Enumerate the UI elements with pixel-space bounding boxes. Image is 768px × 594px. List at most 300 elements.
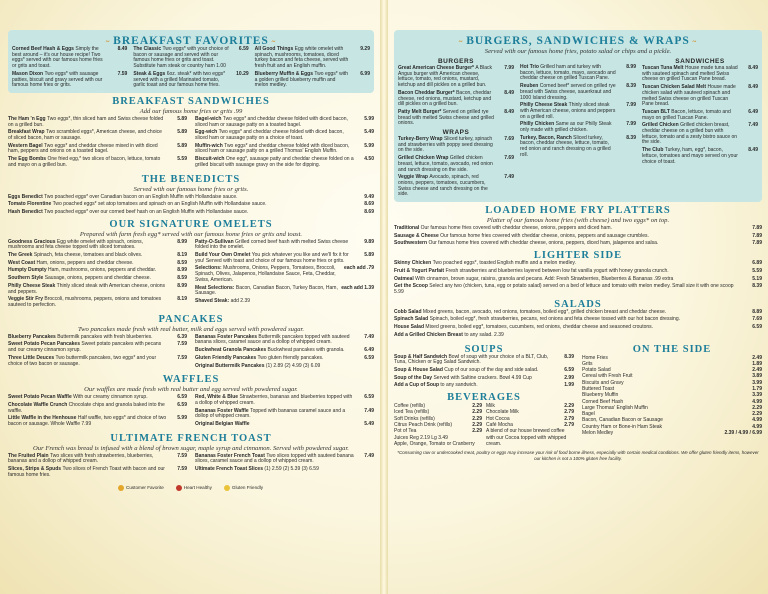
menu-item-price: each add 1.39 [341,284,374,291]
menu-item-price: 8.69 [364,208,374,215]
menu-item [8,144,187,155]
menu-item-price: 7.69 [504,136,514,143]
menu-item-desc: Turkey, ham, egg*, bacon, lettuce, tomatoes and mayo served on your choice of toast. [642,147,738,165]
menu-item [195,356,374,362]
menu-item-name: Original Belgian Waffle [195,421,250,428]
menu-item [8,130,187,141]
menu-item-price: 5.59 [177,156,187,163]
menu-item-desc: Grilled chicken breast, lettuce, tomato, avocado, red onion and ranch dressing on the side. [398,155,493,173]
menu-item-price: 8.59 [177,275,187,282]
section-title: ~ BURGERS, SANDWICHES & WRAPS ~ [458,35,698,47]
menu-item [398,137,514,154]
menu-item-name: The Fruited Plain [8,452,50,459]
menu-item-desc: Half waffle, two eggs* and choice of two bacon or sausage. Whole Waffle 7.99 [8,415,167,428]
menu-item-name: Patty Melt Burger* [398,108,443,115]
menu-item-desc: Ham, onions, peppers and cheddar cheese. [36,259,134,266]
menu-item-name: Buckwheat Granola Pancakes [195,347,268,354]
menu-item-name: Veggie Stir Fry [8,296,45,303]
menu-item-name: Reuben [520,83,540,90]
menu-item-desc: A Black Angus burger with American cheese, lettuce, tomato, red onions, mustard, ketchup and dill pickles on a grilled bun. [398,65,493,89]
menu-item-price: 6.39 [177,333,187,340]
menu-item [8,276,187,282]
menu-item [8,297,187,308]
menu-item-name: Add a Grilled Chicken Breast [394,331,465,338]
star-icon [118,485,124,491]
menu-item-desc: Two eggs* and cheddar cheese folded with diced bacon, sliced ham or sausage patty on a choice of toast. [195,129,344,142]
menu-item-name: Three Little Deuces [8,354,56,361]
section-tagline: Prepared with farm fresh egg* served with our famous home fries or grits and toast. [79,230,303,238]
section-title: SALADS [554,298,602,310]
menu-item [520,84,636,101]
menu-item-desc: Avocado, spinach, red onions, peppers, tomatoes, cucumbers, Swiss cheese and ranch dressing on the side. [398,174,488,198]
price-row: Country Ham or Bone-in Ham Steak 4.99 [582,423,762,430]
menu-item-name: The Club [642,147,665,154]
price-row: Coffee (refills) 2.29 [394,403,482,410]
menu-item-desc: Two buttermilk pancakes, two eggs* and your choice of two bacon or sausage. [8,354,157,367]
menu-item-name: Bananas Foster Pancakes [195,333,259,340]
menu-item-desc: Thinly sliced steak with American cheese, onions and peppers on a grilled roll. [520,102,616,120]
menu-item [195,422,374,428]
menu-item-price: 8.39 [626,83,636,90]
menu-item-price: 7.49 [364,333,374,340]
menu-item-name: Soup & House Salad [394,366,445,373]
menu-item [394,269,762,275]
menu-item-name: Southwestern [394,240,429,247]
menu-item-desc: Strawberries, bananas and blueberries topped with a dollop of whipped cream. [195,394,353,406]
menu-item-price: 7.59 [177,341,187,348]
menu-item-desc: Sliced turkey, bacon, cheddar cheese, lettuce, tomato, red onion and ranch dressing on a grilled roll. [520,134,611,158]
menu-item-name: Ultimate French Toast Slices [195,466,265,473]
menu-item-desc: Two gluten friendly pancakes. [257,354,324,361]
heart-icon [176,485,182,491]
menu-item [195,395,374,406]
menu-item-price: 5.89 [177,129,187,136]
menu-item-price [354,364,374,370]
legend-heart: Heart Healthy [176,485,212,491]
menu-item-price: 8.49 [504,108,514,115]
menu-item [8,416,187,427]
menu-item-name: Bagel-wich [195,115,223,122]
home-fry-list [394,226,762,247]
menu-item-desc: Two poached eggs*, toasted English muffin and a melon medley. [432,260,576,267]
menu-item-desc: Bacon, lettuce, tomato and mayo on grilled Tuscan Pane. [642,108,731,121]
menu-item [8,261,187,267]
burgers-grid [398,57,758,200]
wraps-subtitle: WRAPS [442,129,470,137]
menu-fold [380,0,388,594]
menu-item-price: 5.89 [177,115,187,122]
menu-item-desc: House made tuna salad with sauteed spinach and melted Swiss cheese on grilled Tuscan Pane bread. [642,65,738,83]
menu-item [394,325,762,331]
waffles-list [8,395,374,430]
menu-item [195,144,374,155]
menu-item-desc: You pick whatever you like and we'll fix it for you! Served with toast and choice of our famous home fries or grits. [195,252,349,264]
menu-item [394,310,762,316]
menu-item-name: The Classic [133,46,163,52]
price-row: Cereal with Fresh Fruit 3.89 [582,373,762,380]
menu-item [398,156,514,173]
price-row: Milk 2.29 [486,403,574,410]
menu-item-name: Tomato Florentine [8,201,53,208]
menu-item-price: 8.19 [177,296,187,303]
wheat-icon [224,485,230,491]
menu-item-desc: Spinach, feta cheese, tomatoes and black olives. [33,252,143,259]
menu-item-price: 7.99 [504,65,514,71]
menu-item-name: Tuscan BLT [642,108,672,115]
menu-item-name: Chocolate Waffle Crunch [8,401,69,408]
menu-item-price: 5.49 [364,129,374,136]
menu-item-desc: Buckwheat pancakes with granola. [267,347,345,354]
menu-item-name: Corned Beef Hash & Eggs [12,46,76,52]
menu-item [195,454,374,465]
menu-item-desc: Sausage, onions, peppers and cheddar cheese. [44,275,151,282]
price-row: A blend of our house brewed coffee with our Cocoa topped with whipped cream. [486,428,567,447]
menu-item-price: 8.39 [626,134,636,141]
salads-list [394,310,762,339]
menu-item [255,47,370,70]
price-row: Café Mocha 2.79 [486,421,574,428]
menu-item-name: Turkey, Bacon, Ranch [520,134,574,141]
price-row: Citrus Peach Drink (refills) 2.29 [394,421,482,428]
price-row: Grits 1.89 [582,360,762,367]
menu-item-name: Oatmeal [394,275,416,282]
menu-item-price: 6.59 [364,354,374,361]
menu-item [394,333,762,339]
section-tagline: Served with our famous home fries or grits. [133,185,249,193]
menu-item [8,210,374,216]
price-row: Pot of Tea 2.29 [394,428,482,435]
menu-item-price: each add .79 [343,265,374,272]
menu-item-price: 5.19 [752,275,762,282]
menu-item [195,286,374,297]
menu-item [398,91,514,108]
menu-item [195,240,374,251]
price-row: Soft Drinks (refills) 2.29 [394,415,482,422]
menu-item-price: 6.89 [752,260,762,267]
menu-item-name: Hash Benedict [8,208,45,215]
menu-item-desc: With cinnamon, brown sugar, raisins, granola and pecans. Add: Fresh Strawberries, Blueberries & Bananas .99 extra [415,275,674,282]
menu-item-name: Original Buttermilk Pancakes [195,362,266,369]
section-title: THE BENEDICTS [141,173,241,185]
menu-item-name: West Coast [8,259,37,266]
right-column [394,30,762,461]
menu-item-desc: add 2.39 [230,297,251,304]
menu-item-name: Turkey-Berry Wrap [398,136,444,143]
menu-item-name: Philly Cheese Steak [520,102,569,109]
menu-item-desc: Mixed greens, boiled egg*, tomatoes, cucumbers, red onions, cheddar cheese and seasoned croutons. [425,324,654,331]
menu-item-name: Breakfast Wrap [8,129,46,136]
menu-item-desc: Chocolate chips and granola baked into the waffle. [8,401,165,414]
menu-item [642,123,758,146]
menu-item-name: Traditional [394,225,421,232]
menu-item-desc: House made chicken salad with sauteed spinach and melted Swiss cheese on grilled Tuscan Pane bread. [642,84,736,108]
menu-item-price: 7.69 [504,155,514,162]
menu-item-name: Philly Chicken [520,121,556,128]
menu-item [8,202,374,208]
menu-item-price: 6.59 [752,324,762,331]
section-tagline: Our waffles are made fresh with real butter and egg served with powdered sugar. [84,386,298,394]
menu-item-price: 7.59 [177,466,187,473]
section-tagline: Platter of our famous home fries (with cheese) and two eggs* on top. [486,217,670,225]
menu-item-name: Blueberry Muffin & Eggs [254,70,315,77]
burgers-subtitle: BURGERS [437,58,474,65]
menu-item-desc: Thinly sliced steak with American cheese, onions and peppers. [8,282,166,295]
price-row: Hot Cocoa 2.79 [486,415,574,422]
price-row: Blueberry Muffin 3.39 [582,392,762,399]
menu-item-name: Selections: [195,265,224,272]
footnote: *Consuming raw or undercooked meat, poultry or eggs may increase your risk of food borne illness, especially with certain medical conditions. We offer gluten friendly items, however our kitchen is not a 100% gluten free facility. [397,450,759,461]
menu-item-desc: One egg*, sausage patty and cheddar cheese folded on a grilled biscuit with sausage gravy on the side for dipping. [195,156,354,168]
menu-item-price: 8.39 [752,283,762,290]
menu-item [8,240,187,251]
menu-item-price: 7.59 [177,354,187,361]
menu-item-name: Great American Cheese Burger* [398,65,476,71]
pancakes-list [8,335,374,372]
menu-item [394,226,762,232]
breakfast-favorites-panel [8,30,374,93]
section-tagline: Two pancakes made fresh with real butter, milk and eggs served with powdered sugar. [77,325,305,333]
price-row: Bagel 2.29 [582,411,762,418]
menu-item-price: 7.59 [177,452,187,459]
menu-item-desc: Corned beef* served on grilled rye bread with Swiss cheese, sauerkraut and 1000 Island dressing. [520,83,616,101]
menu-item-price: 6.59 [238,46,249,52]
menu-item-price: 5.99 [177,415,187,422]
menu-item-desc: Two eggs* with your choice of bacon or sausage and served with our famous home fries or grits and toast. Substitute ham steak or country ham 1.00 [133,46,229,70]
legend [8,485,374,491]
menu-item-desc: Served on grilled rye bread with melted Swiss cheese and grilled onions. [398,108,494,127]
menu-item [8,117,187,128]
menu-item [398,175,514,198]
section-tagline: Served with our famous home fries, potato salad or chips and a pickle. [484,48,672,55]
price-row: Juices Reg 2.19 Lg 3.49 [394,434,448,441]
price-row: Apple, Orange, Tomato or Cranberry [394,440,475,447]
menu-item [195,335,374,346]
section-tagline: Add our famous home fries or grits .99 [139,107,243,115]
menu-item-price: 1.99 [564,382,574,389]
menu-item-price: 8.99 [626,64,636,70]
menu-item-name: Meat Selections: [195,284,236,291]
menu-item-price: 5.99 [364,142,374,149]
sandwiches-subtitle: SANDWICHES [675,58,725,65]
menu-item-price: 7.49 [504,174,514,181]
burgers-panel [394,30,762,202]
menu-item [394,241,762,247]
section-title: LIGHTER SIDE [533,250,623,262]
menu-item-desc: (1) 2.59 (2) 5.39 (3) 6.59 [264,466,319,473]
menu-item-desc: Broccoli, mushrooms, peppers, onions and tomatoes sauteed to perfection. [8,296,162,308]
menu-item-name: Get the Scoop [394,283,430,290]
menu-item-price: 8.49 [748,65,758,71]
menu-item-name: Tuscan Tuna Melt [642,65,685,71]
menu-item-price: 8.39 [564,353,574,360]
menu-item-desc: Our famous home fries covered with cheddar cheese, onions, peppers and diced ham. [420,225,612,232]
price-row: Corned Beef Hash 4.99 [582,398,762,405]
menu-item-name: Veggie Wrap [398,174,430,181]
menu-item-desc: One fried egg,* two slices of bacon, lettuce, tomato and mayo on a grilled bun. [8,156,161,168]
price-row: Bacon, Canadian Bacon or Sausage 4.99 [582,417,762,424]
menu-item [8,253,187,259]
menu-item [394,284,762,295]
menu-item-desc: Bacon, Canadian Bacon, Turkey Bacon, Ham, Sausage. [195,284,338,297]
menu-item [195,130,374,141]
menu-item-price: 8.59 [177,259,187,266]
menu-item [8,195,374,201]
menu-item-name: Sweet Potato Pecan Waffle [8,394,74,401]
menu-item-price: 7.69 [752,316,762,323]
menu-item [195,409,374,420]
menu-item [133,47,248,70]
menu-item [195,467,374,473]
menu-item [394,368,574,374]
menu-item-price: 7.99 [626,102,636,109]
menu-item-desc: Topped with bananas caramel sauce and a dollop of whipped cream. [195,407,346,420]
left-column [8,30,374,491]
menu-item [195,117,374,128]
menu-item-price: 8.49 [504,89,514,96]
menu-item [520,122,636,133]
section-title: ULTIMATE FRENCH TOAST [110,432,272,444]
menu-item [195,299,374,305]
menu-item-price: 5.49 [364,421,374,428]
menu-item-name: Red, White & Blue [195,394,240,401]
menu-item-name: Build Your Own Omelet [195,252,252,259]
menu-item-desc: With our creamy cinnamon syrup. [73,394,148,401]
menu-item-price: 6.59 [564,366,574,373]
price-row: Buttered Toast 1.79 [582,385,762,392]
menu-item-price: 8.69 [364,201,374,208]
menu-item [195,364,374,370]
menu-item [642,110,758,121]
menu-item-desc: Two scrambled eggs*, American cheese, and choice of sliced bacon, ham or sausage. [8,129,162,142]
menu-item-name: Tuscan Chicken Salad Melt [642,84,708,91]
menu-item-price: 8.49 [748,147,758,154]
menu-item [195,348,374,354]
section-title: SOUPS [464,343,504,355]
menu-item [398,66,514,89]
menu-item-name: Bananas Foster Waffle [195,407,251,414]
menu-item-name: Skinny Chicken [394,260,433,267]
menu-item-desc: Buttermilk pancakes topped with sauteed banana slices, caramel sauce and a dollop of whipped cream. [195,333,350,346]
menu-item-price: 8.19 [177,252,187,259]
menu-item-name: Grilled Chicken [642,122,681,129]
menu-item [8,157,187,168]
menu-item [394,277,762,283]
menu-item-desc: Mushrooms, Onions, Peppers, Tomatoes, Broccoli, Spinach, Olives, Jalapenos, Hollandaise Sauce, Feta, Cheddar, Swiss, American. [195,265,336,283]
section-title: ON THE SIDE [632,343,712,355]
menu-item [133,72,248,89]
omelets-list [8,240,374,311]
menu-item-price: 7.49 [748,122,758,129]
menu-item-name: The Ham 'n Egg [8,115,47,122]
price-row: Home Fries 2.49 [582,354,762,361]
menu-item [8,467,187,478]
menu-item-desc: Grilled corned beef hash with melted Swiss cheese folded into the omelet. [195,238,349,251]
menu-item-desc: to any sandwich. [440,382,478,389]
menu-item-name: Shaved Steak: [195,297,231,304]
menu-item-desc: Same as our Philly Steak only made with grilled chicken. [520,121,612,134]
menu-item-name: Gluten Friendly Pancakes [195,354,258,361]
menu-item-price [354,299,374,305]
menu-item [394,383,574,389]
menu-item-price: 5.89 [177,142,187,149]
menu-item-name: Western Bagel [8,142,45,149]
menu-item-desc: Two poached eggs* over our corned beef hash on an English Muffin with Hollandaise sauce. [44,208,249,215]
bottom-grid [394,341,762,448]
menu-item [195,253,374,264]
menu-item-desc: (1) 2.89 (2) 4.99 (3) 6.09 [265,362,321,369]
menu-item-price [742,333,762,339]
menu-item-desc: Select any two (chicken, tuna, egg or potato salad) served on a bed of lettuce and tomato with melon medley. Small size it with one scoop 5.99 [394,283,734,295]
menu-item-desc: Egg white omelet with spinach, mushrooms, tomatoes, diced turkey bacon and feta cheese, served with fresh fruit and an English muffin. [254,46,349,70]
section-title: LOADED HOME FRY PLATTERS [485,205,671,217]
menu-item [255,72,370,89]
menu-item-name: Philly Cheese Steak [8,282,57,289]
menu-item [195,266,374,283]
menu-item-desc: Two eggs*, thin sliced ham and Swiss cheese folded on a grilled bun. [8,115,164,128]
menu-item-price: 6.49 [748,108,758,115]
menu-item-price [354,467,374,473]
menu-item-name: Add a Cup of Soup [394,382,441,389]
menu-item-desc: Two eggs* and cheddar cheese mixed in with diced ham, peppers and onions on a toasted bagel. [8,142,158,155]
menu-item-price: 10.29 [236,70,249,77]
price-row: Potato Salad 2.49 [582,367,762,374]
menu-item-name: Sweet Potato Pecan Pancakes [8,341,82,348]
menu-item-price: 8.99 [177,267,187,274]
menu-item-desc: Two eggs* with a golden grilled blueberry muffin and melon medley. [254,70,349,89]
menu-item [8,342,187,353]
menu-item-price: 7.59 [117,70,128,77]
section-title: WAFFLES [162,374,220,386]
menu-item-desc: 6oz. steak* with two eggs* served with a grilled Marinated tomato, garlic toast and our famous home fries. [133,70,226,89]
menu-item-price: 7.89 [752,232,762,239]
menu-item-name: Soup of the Day [394,374,434,381]
menu-item-price: 5.59 [752,267,762,274]
menu-item-name: Fruit & Yogurt Parfait [394,267,446,274]
menu-item-name: Bananas Foster French Toast [195,452,267,459]
lighter-side-list [394,261,762,296]
menu-item-name: Humpty Dumpty [8,267,48,274]
section-title: OUR SIGNATURE OMELETS [109,218,273,230]
section-tagline: Our French was bread is infused with a blend of brown sugar, maple syrup and cinnamon. Served with powdered sugar. [33,444,349,452]
menu-item-desc: Egg white omelet with spinach, onions, mushrooms and feta cheese topped with sliced tomatoes. [8,238,144,251]
menu-item-desc: Two slices with fresh strawberries, blueberries, bananas and a dollop of whipped cream. [8,452,154,465]
menu-item-price: 8.89 [752,308,762,315]
menu-item-price: 4.50 [364,156,374,163]
menu-item-desc: Two slices topped with sauteed banana slices, caramel sauce and a dollop of whipped cream. [195,452,354,465]
menu-item-name: Southern Style [8,275,45,282]
menu-item-desc: Grilled ham and turkey with bacon, lettuce, tomato, mayo, avocado and cheddar cheese on grilled Tuscan Pane. [520,64,616,82]
section-title: BREAKFAST SANDWICHES [112,95,270,107]
breakfast-sandwiches-list [8,117,374,171]
menu-item [642,66,758,83]
price-row: Melon Medley 2.39 / 4.99 / 6.99 [582,430,762,437]
menu-item-desc: Served with Saltine crackers. Bowl 4.99 Cup [433,374,532,381]
menu-item-desc: to any salad. 2.39 [464,331,504,338]
menu-item-price: 8.99 [177,282,187,289]
menu-item-desc: Two eggs* and cheddar cheese folded with diced bacon, sliced ham or sausage patty on a toasted bagel. [195,115,348,128]
menu-item-price: 6.49 [364,347,374,354]
menu-item-price: 7.89 [752,225,762,232]
menu-item-desc: Buttermilk pancakes with fresh blueberries. [57,333,153,340]
menu-item-name: Goodness Gracious [8,238,57,245]
menu-item-name: House Salad [394,324,426,331]
menu-item [8,356,187,367]
section-title: PANCAKES [158,313,224,325]
menu-item-desc: Grilled chicken breast, cheddar cheese on a grilled bun with lettuce, tomato and a zesty bistro sauce on the side. [642,122,738,146]
menu-item-name: The Greek [8,252,34,259]
legend-customer: Customer Favorite [118,485,164,491]
menu-item-name: Egg-wich [195,129,219,136]
